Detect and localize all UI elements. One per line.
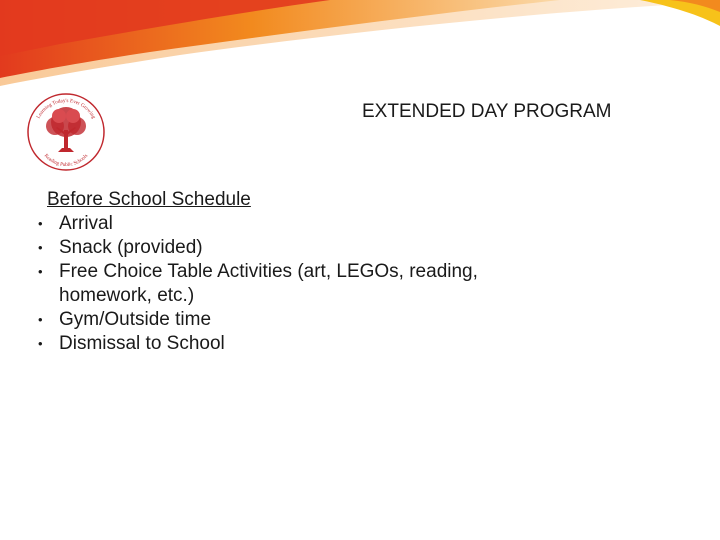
list-item-text: Snack (provided): [59, 237, 203, 258]
list-item: [28, 308, 628, 332]
list-item-text: Free Choice Table Activities (art, LEGOs, reading, homework, etc.): [59, 261, 478, 306]
logo-top-text: Learning Today's Ever Growing: [35, 97, 97, 120]
slide-title: EXTENDED DAY PROGRAM: [362, 101, 612, 122]
logo-bottom-text: Reading Public Schools: [42, 152, 90, 169]
header-swoosh-decoration: [0, 0, 720, 100]
bullet-icon: •: [38, 336, 43, 351]
list-item: [28, 236, 628, 260]
list-item-text: Gym/Outside time: [59, 309, 212, 330]
schedule-content: [28, 188, 628, 356]
bullet-icon: •: [38, 216, 43, 231]
list-item: [28, 332, 628, 356]
list-item: [28, 260, 499, 308]
list-item-text: Arrival: [59, 213, 113, 234]
bullet-icon: •: [38, 312, 43, 327]
bullet-icon: •: [38, 264, 43, 279]
schedule-list: [28, 212, 628, 356]
school-logo: [26, 92, 106, 172]
section-heading: Before School Schedule: [47, 189, 251, 210]
list-item: [28, 212, 628, 236]
bullet-icon: •: [38, 240, 43, 255]
list-item-text: Dismissal to School: [59, 333, 225, 354]
tree-icon: [46, 107, 86, 152]
